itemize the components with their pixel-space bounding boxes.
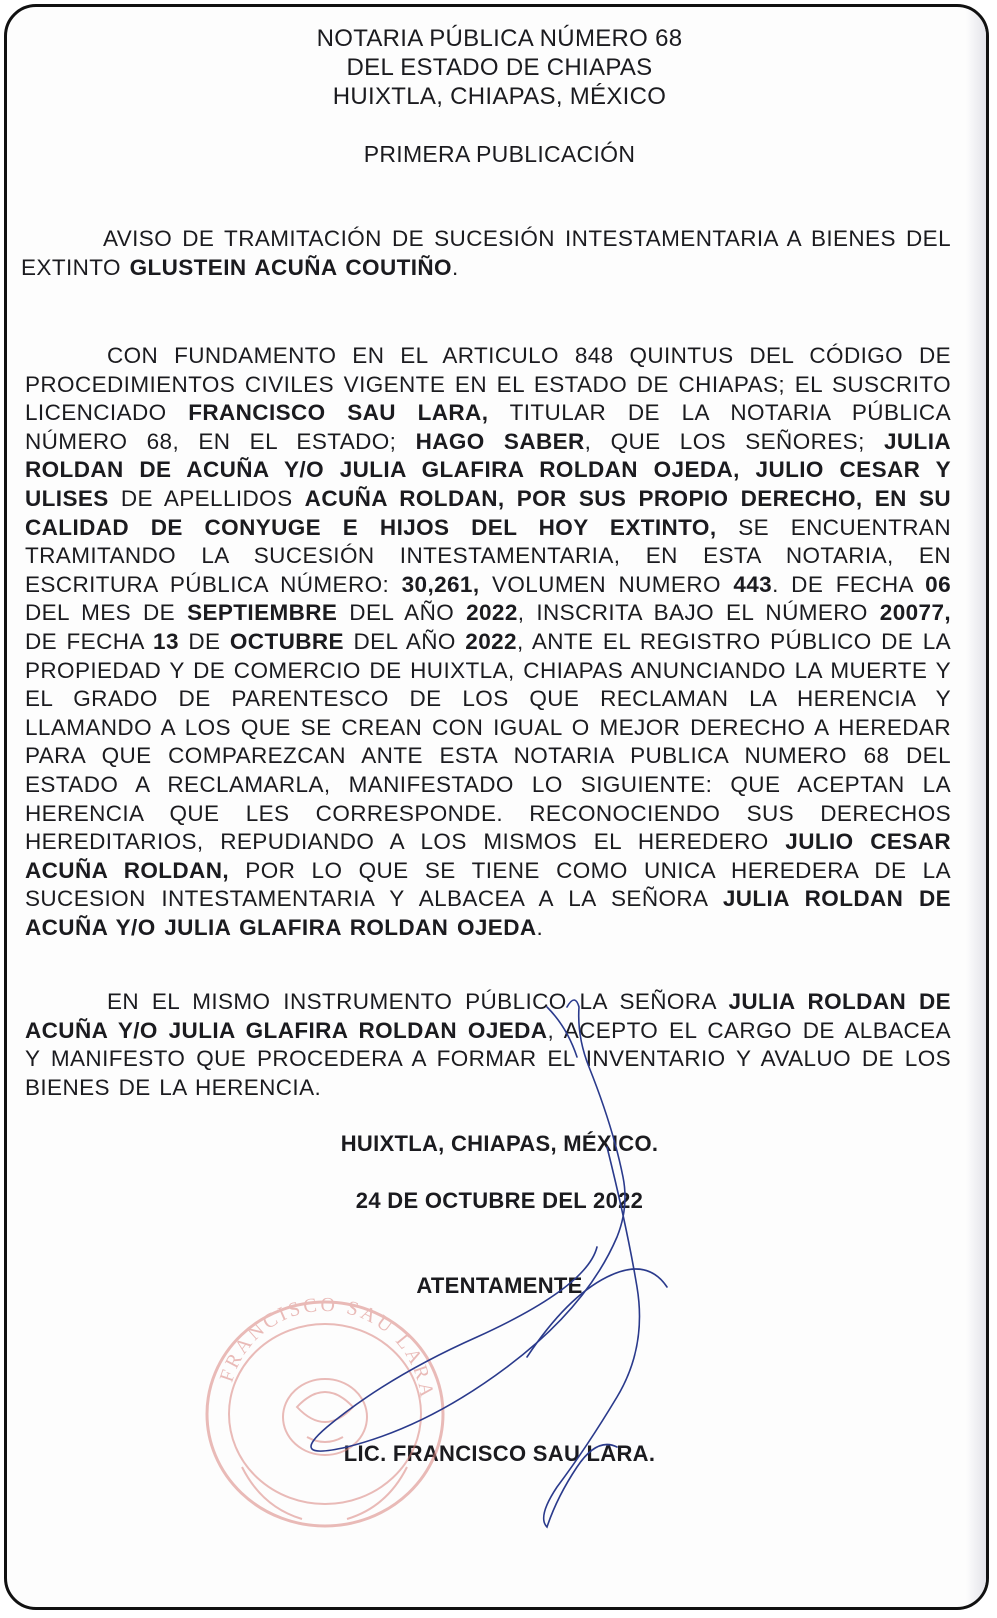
text-run: . DE FECHA xyxy=(772,571,926,597)
bold-text-run: OCTUBRE xyxy=(229,628,344,654)
text-run: DE FECHA xyxy=(25,628,154,654)
signature xyxy=(311,1000,667,1527)
deceased-name: GLUSTEIN ACUÑA COUTIÑO xyxy=(129,254,452,280)
signatory-name: LIC. FRANCISCO SAU LARA. xyxy=(343,1441,656,1466)
text-run: VOLUMEN NUMERO xyxy=(479,571,734,597)
bold-text-run: SEPTIEMBRE xyxy=(187,600,338,626)
text-run: POR LO QUE SE TIENE COMO UNICA HEREDERA DE LA SUCESION INTESTAMENTARIA Y ALBACEA A LA SEÑORA xyxy=(25,857,951,912)
bold-text-run: FRANCISCO SAU LARA, xyxy=(188,400,489,426)
text-run: DEL AÑO xyxy=(343,628,466,654)
bold-text-run: 2022 xyxy=(465,628,517,654)
publication-label: PRIMERA PUBLICACIÓN xyxy=(363,141,636,167)
bold-text-run: JULIA ROLDAN DE ACUÑA Y/O JULIA GLAFIRA ROLDAN OJEDA xyxy=(25,886,952,940)
document-frame xyxy=(4,4,989,1610)
text-run: , INSCRITA BAJO EL NÚMERO xyxy=(517,600,880,626)
bold-text-run: 2022 xyxy=(466,600,518,626)
header-line-1: NOTARIA PÚBLICA NÚMERO 68 xyxy=(316,25,683,52)
bold-text-run: JULIA ROLDAN DE ACUÑA Y/O JULIA GLAFIRA ROLDAN OJEDA, JULIO CESAR Y ULISES xyxy=(25,428,951,511)
text-run: EN EL MISMO INSTRUMENTO PÚBLICO LA SEÑORA xyxy=(107,989,729,1014)
text-run: , ANTE EL REGISTRO PÚBLICO DE LA PROPIEDAD Y DE COMERCIO DE HUIXTLA, CHIAPAS ANUNCIANDO LA MUERTE Y EL GRADO DE PARENTESCO DE LOS QUE RECLAMAN LA HERENCIA Y LLAMANDO A LOS QUE SE CREAN CON IGUAL O MEJOR DERECHO A HEREDAR PARA QUE COMPAREZCAN ANTE ESTA NOTARIA PUBLICA NUMERO 68 DEL ESTADO A RECLAMARLA, MANIFESTADO LO SIGUIENTE: QUE ACEPTAN LA HERENCIA QUE LES CORRESPONDE. RECONOCIENDO SUS DERECHOS HEREDITARIOS, REPUDIANDO A LOS MISMOS EL HEREDERO xyxy=(25,628,952,855)
bold-text-run: 30,261, xyxy=(401,571,480,597)
bold-text-run: HAGO SABER xyxy=(415,428,585,454)
text-run: TITULAR DE LA NOTARIA PÚBLICA NÚMERO 68, EN EL ESTADO; xyxy=(25,400,951,454)
text-run: , QUE LOS SEÑORES; xyxy=(584,428,884,454)
text-run: DE xyxy=(178,628,230,654)
bold-text-run: 13 xyxy=(153,628,179,654)
notice-end: . xyxy=(451,254,459,280)
closing-line: ATENTAMENTE xyxy=(416,1273,583,1298)
text-run: DEL AÑO xyxy=(337,600,467,626)
place-line: HUIXTLA, CHIAPAS, MÉXICO. xyxy=(340,1131,659,1156)
bold-text-run: 20077, xyxy=(879,600,952,626)
bold-text-run: 443 xyxy=(733,571,773,597)
bold-text-run: JULIA ROLDAN DE ACUÑA Y/O JULIA GLAFIRA ROLDAN OJEDA xyxy=(25,989,952,1043)
bold-text-run: ACUÑA ROLDAN, POR SUS PROPIO DERECHO, EN SU CALIDAD DE CONYUGE E HIJOS DEL HOY EXTINTO, xyxy=(25,485,951,540)
text-run: , ACEPTO EL CARGO DE ALBACEA Y MANIFESTO QUE PROCEDERA A FORMAR EL INVENTARIO Y AVALUO DE LOS BIENES DE LA HERENCIA. xyxy=(25,1017,951,1100)
text-run: DEL MES DE xyxy=(25,600,188,626)
seal-and-signature xyxy=(7,7,989,1610)
notary-seal xyxy=(207,1294,443,1526)
date-line: 24 DE OCTUBRE DEL 2022 xyxy=(355,1188,644,1213)
bold-text-run: 06 xyxy=(925,571,951,597)
header-line-3: HUIXTLA, CHIAPAS, MÉXICO xyxy=(332,83,667,110)
text-run: CON FUNDAMENTO EN EL ARTICULO 848 QUINTUS DEL CÓDIGO DE PROCEDIMIENTOS CIVILES VIGENTE EN EL ESTADO DE CHIAPAS; EL SUSCRITO LICENCIADO xyxy=(25,343,951,426)
svg-text:FRANCISCO SAU LARA xyxy=(216,1294,438,1402)
notice-text: AVISO DE TRAMITACIÓN DE SUCESIÓN INTESTAMENTARIA A BIENES DEL EXTINTO xyxy=(21,226,951,280)
seal-lettering: FRANCISCO SAU LARA xyxy=(215,1293,438,1402)
text-run: DE APELLIDOS xyxy=(108,485,305,511)
text-run: SE ENCUENTRAN TRAMITANDO LA SUCESIÓN INTESTAMENTARIA, EN ESTA NOTARIA, EN ESCRITURA PÚBLICA NÚMERO: xyxy=(25,514,951,597)
bold-text-run: JULIO CESAR ACUÑA ROLDAN, xyxy=(25,829,951,883)
notary-notice xyxy=(7,7,986,1607)
text-run: . xyxy=(536,914,544,940)
header-line-2: DEL ESTADO DE CHIAPAS xyxy=(346,54,653,81)
